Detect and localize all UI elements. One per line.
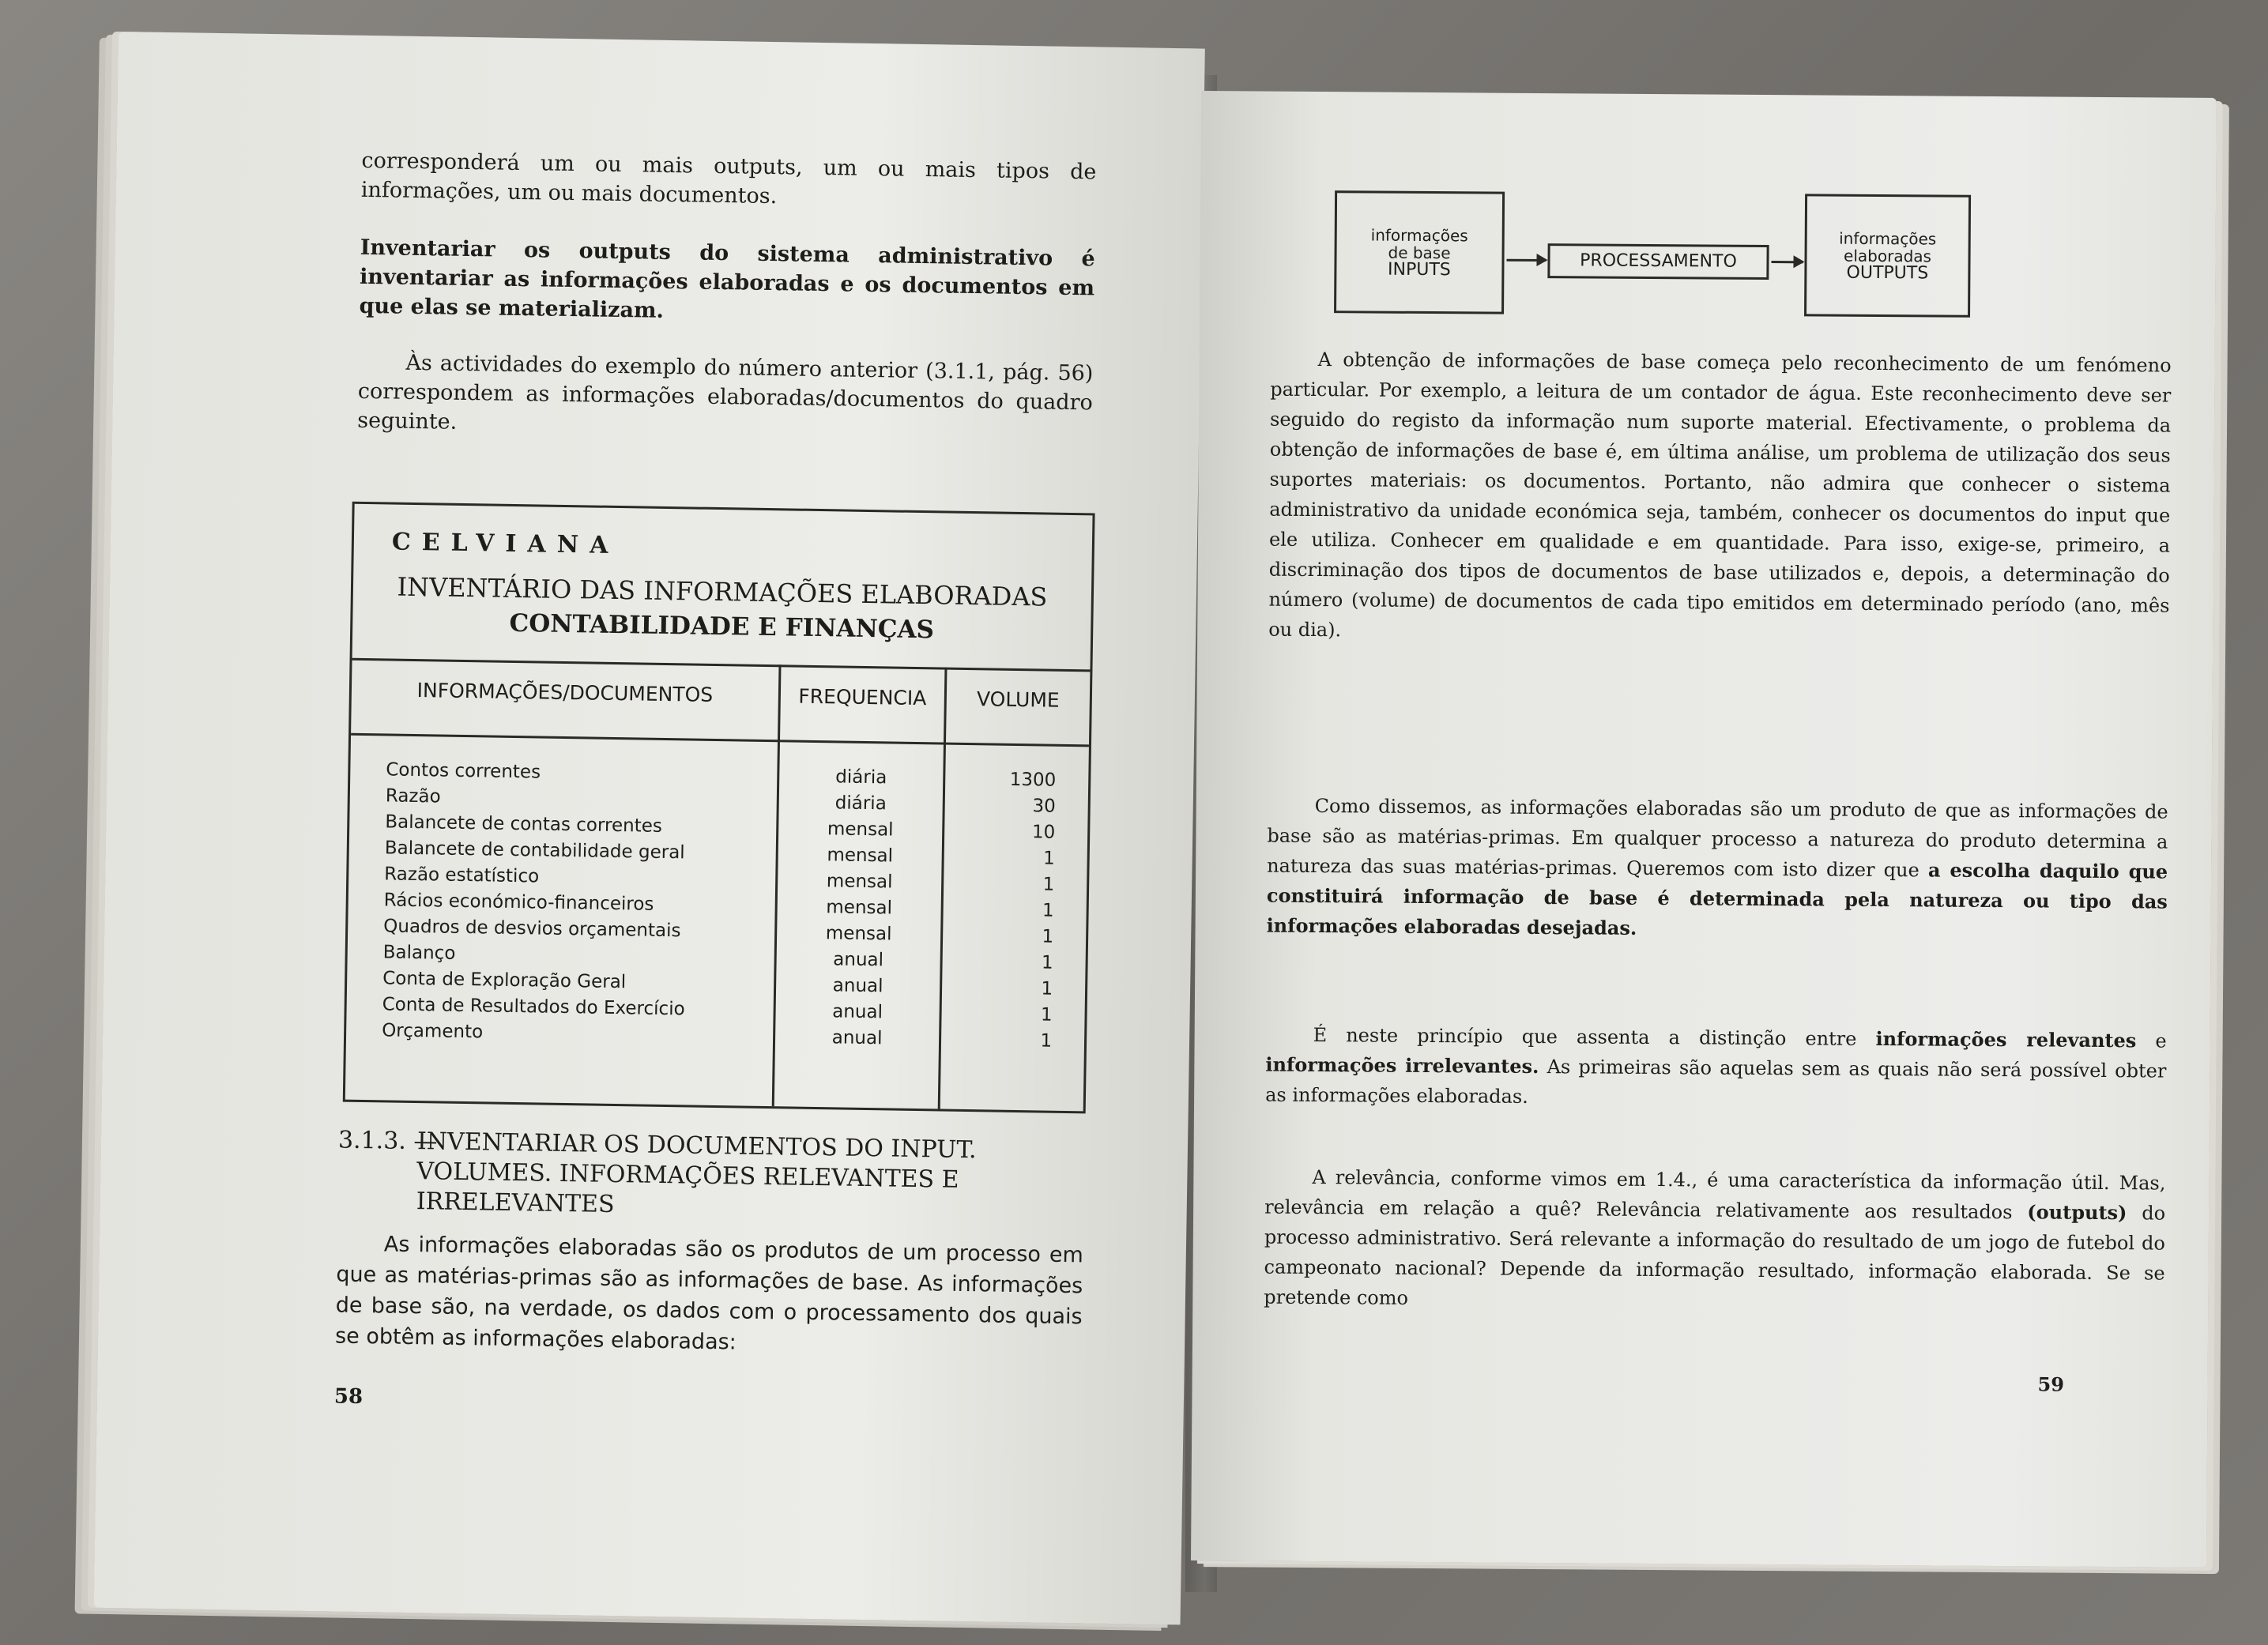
right-paragraph-4 (1264, 1162, 2165, 1319)
diagram-box-processing (1547, 243, 1769, 280)
paragraph-emphasis: informações relevantes (1875, 1026, 2137, 1052)
table-header-documents: INFORMAÇÕES/DOCUMENTOS (416, 679, 714, 706)
paragraph-text: Como dissemos, as informações elaboradas são um produto de que as informações de base são as matérias-primas. Em qualquer processo a natureza do produto determina a natureza das suas matérias-primas. Queremos com isto dizer que (1267, 795, 2168, 882)
diagram-label: de base (1388, 243, 1451, 262)
table-cell: 1300 (1009, 769, 1057, 791)
table-cell: Balancete de contabilidade geral (384, 838, 685, 864)
table-cell: 1 (1042, 926, 1054, 947)
right-paragraph-1: A obtenção de informações de base começa pelo reconhecimento de um fenómeno particular. Por exemplo, a leitura de um contador de água. Este reconhecimento deve ser seguido do registo da informação num suporte material. Efectivamente, o problema da obtenção de informações de base é, em última análise, um problema de utilização dos seus suportes materiais: os documentos. Portanto, não admira que conhecer o sistema administrativo da unidade económica seja, também, conhecer os documentos do input que ele utiliza. Conhecer em qualidade e em quantidade. Para isso, exige-se, primeiro, a discriminação dos tipos de documentos de base utilizados e, depois, a determinação do número (volume) de documentos de cada tipo emitidos em determinado período (ano, mês ou dia). (1268, 348, 2172, 642)
table-title: INVENTÁRIO DAS INFORMAÇÕES ELABORADAS (397, 571, 1048, 612)
table-cell: Balanço (382, 942, 456, 964)
table-divider (352, 658, 1091, 672)
table-header-volume: VOLUME (976, 687, 1060, 712)
table-cell: diária (834, 792, 887, 815)
paragraph-text: A relevância, conforme vimos em 1.4., é uma característica da informação útil. Mas, relevância em relação a quê? Relevância relativamente aos resultados (1264, 1166, 2166, 1224)
table-header-divider (351, 733, 1089, 747)
diagram-label: elaboradas (1844, 246, 1932, 265)
table-cell: Balancete de contas correntes (385, 811, 663, 837)
table-cell: Rácios económico-financeiros (383, 890, 654, 915)
left-paragraph-1: corresponderá um ou mais outputs, um ou mais tipos de informações, um ou mais documentos. (360, 148, 1097, 209)
table-cell: 10 (1031, 822, 1056, 843)
left-paragraph-3: Às actividades do exemplo do número anterior (3.1.1, pág. 56) correspondem as informações elaboradas/documentos do quadro seguinte. (357, 350, 1094, 435)
page-number-left: 58 (333, 1384, 364, 1410)
table-cell: anual (831, 1027, 883, 1049)
table-cell: Conta de Resultados do Exercício (382, 994, 685, 1020)
diagram-label: informações (1839, 228, 1937, 248)
table-cell: Razão estatístico (384, 864, 540, 887)
table-column-frequency (775, 763, 944, 1052)
paragraph-text: e (2136, 1030, 2167, 1052)
table-cell: anual (832, 1001, 883, 1023)
right-paragraph-3 (1265, 1020, 2167, 1116)
paragraph-text: É neste princípio que assenta a distinção entre (1313, 1024, 1876, 1050)
table-cell: 1 (1041, 952, 1053, 973)
table-cell: mensal (827, 845, 894, 867)
table-company: CELVIANA (391, 528, 620, 560)
diagram-label: informações (1370, 225, 1468, 245)
section-heading (337, 1126, 1081, 1228)
paragraph-emphasis: (outputs) (2027, 1200, 2127, 1225)
table-cell: mensal (825, 923, 892, 945)
table-cell: Quadros de desvios orçamentais (383, 916, 681, 942)
paragraph-emphasis: a escolha daquilo que constituirá informação de base é determinada pela natureza ou tipo das informações elaboradas desejadas. (1266, 858, 2168, 939)
table-cell: 1 (1042, 848, 1055, 869)
right-paragraph-2 (1266, 791, 2168, 947)
diagram-label: INPUTS (1387, 259, 1451, 280)
table-column-volume (941, 766, 1057, 1055)
arrow-icon (1507, 259, 1547, 262)
table-cell: 1 (1040, 1004, 1053, 1026)
table-cell: mensal (826, 871, 893, 893)
diagram-label: OUTPUTS (1846, 262, 1929, 283)
table-cell: anual (833, 949, 884, 971)
diagram-box-inputs (1334, 190, 1505, 314)
diagram-box-outputs (1804, 194, 1971, 317)
table-cell: mensal (826, 897, 893, 919)
arrow-icon (1771, 261, 1803, 263)
table-cell: Contos correntes (386, 759, 541, 783)
table-cell: anual (832, 975, 883, 997)
inventory-table (343, 502, 1095, 1114)
process-diagram (1200, 91, 2217, 288)
table-cell: 1 (1041, 978, 1053, 999)
diagram-label: PROCESSAMENTO (1580, 250, 1737, 272)
left-paragraph-2: Inventariar os outputs do sistema administrativo é inventariar as informações elaboradas e os documentos em que elas se materializam. (359, 235, 1095, 323)
right-page (1191, 91, 2217, 1568)
section-number: 3.1.3. — (337, 1126, 438, 1156)
left-paragraph-4: As informações elaboradas são os produtos de um processo em que as matérias-primas são as informações de base. As informações de base são, na verdade, os dados com o processamento dos quais se obtêm as informações elaboradas: (334, 1232, 1084, 1355)
table-subtitle: CONTABILIDADE E FINANÇAS (509, 608, 935, 645)
table-cell: Razão (385, 785, 441, 807)
table-column-documents (382, 757, 689, 1048)
table-header-frequency: FREQUENCIA (798, 684, 927, 710)
table-cell: 1 (1042, 900, 1054, 921)
paragraph-text: As primeiras são aquelas sem as quais não será possível obter as informações elaboradas. (1265, 1056, 2167, 1108)
table-cell: Conta de Exploração Geral (382, 968, 627, 993)
section-title: INVENTARIAR OS DOCUMENTOS DO INPUT. VOLUMES. INFORMAÇÕES RELEVANTES E IRRELEVANTES (416, 1127, 977, 1219)
paragraph-emphasis: informações irrelevantes. (1265, 1052, 1539, 1078)
page-number-right: 59 (2037, 1372, 2065, 1396)
table-cell: 1 (1040, 1030, 1053, 1052)
table-cell: diária (835, 766, 887, 789)
table-cell: 30 (1032, 796, 1056, 817)
paragraph-text: do processo administrativo. Será relevante a informação do resultado de um jogo de futebol do campeonato nacional? Depende da informação resultado, informação elaborada. Se se pretende como (1264, 1202, 2166, 1309)
table-cell: Orçamento (381, 1020, 484, 1043)
left-page (94, 32, 1205, 1624)
table-cell: mensal (827, 819, 894, 841)
table-cell: 1 (1042, 874, 1055, 895)
